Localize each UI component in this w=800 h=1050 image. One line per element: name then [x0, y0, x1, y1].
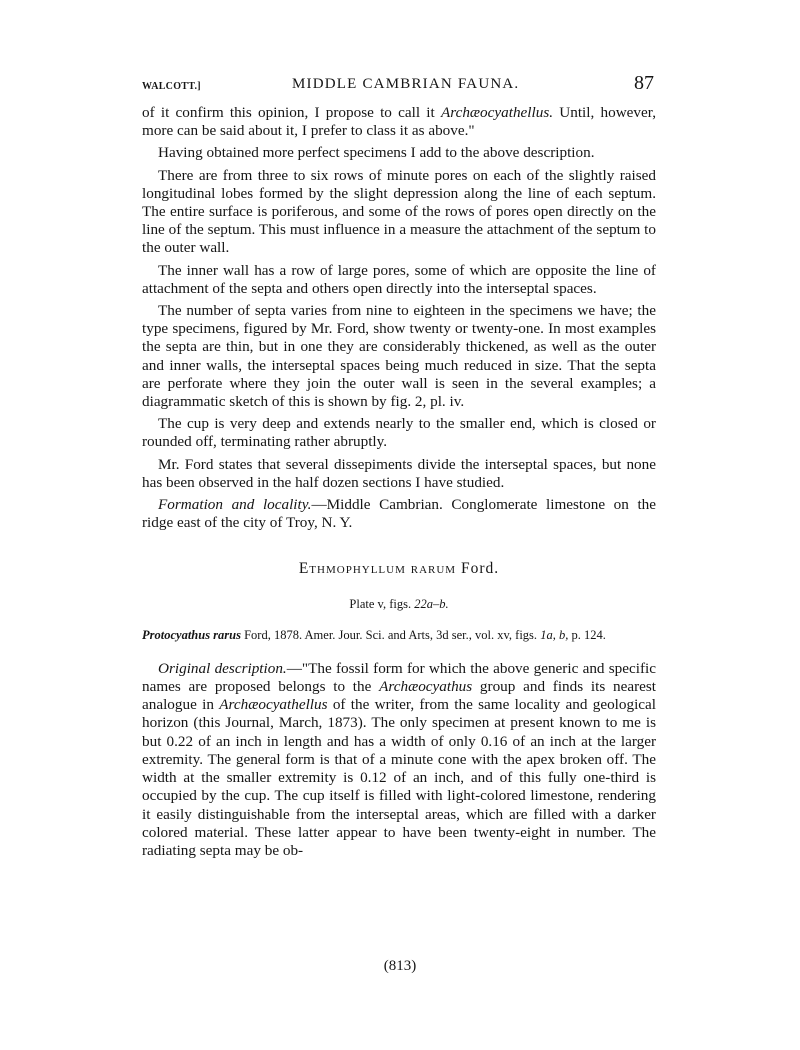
paragraph: The number of septa varies from nine to eighteen in the specimens we have; the type specimens, figured by Mr. Ford, show twenty or twenty-one. In most examples the septa are thin, but in one they are considerably thickened, as well as the outer and inner walls, the interseptal spaces being much reduced in size. That the septa are perforate where they join the outer wall is seen in the several examples; a diagrammatic sketch of this is shown by fig. 2, pl. iv. [142, 302, 656, 411]
section-label: Formation and locality. [158, 496, 312, 514]
section-label: Original description. [158, 659, 287, 677]
genus-label: Ethmophyllum [298, 560, 406, 578]
paragraph: The inner wall has a row of large pores, some of which are opposite the line of attachment of the septa and others open directly into the interseptal spaces. [142, 261, 656, 297]
author-tag: WALCOTT.] [142, 81, 201, 92]
paragraph-continued: of it confirm this opinion, I propose to call it Archæocyathellus. Until, however, more can be said about it, I prefer to class it as above." [142, 104, 656, 140]
plate-reference: Plate v, figs. 22a–b. [349, 596, 449, 611]
genus-name: Archæocyathellus. [440, 104, 554, 121]
original-description: Original description.—"The fossil form for which the above generic and specific names are proposed belongs to the Archæocyathus group and finds its nearest analogue in Archæocyathellus of the writer, from the same locality and geological horizon (this Journal, March, 1873). The only specimen at present known to me is but 0.22 of an inch in length and has a width of only 0.16 of an inch at the larger extremity. The general form is that of a minute cone with the apex broken off. The width at the smaller extremity is 0.12 of an inch, and of this fully one-third is occupied by the cup. The cup itself is filled with light-colored limestone, rendering it easily distinguishable from the interseptal areas, which are filled with a darker colored material. These latter appear to have been twenty-eight in number. The radiating septa may be ob- [142, 659, 657, 859]
species-label: rarum [410, 560, 457, 578]
species-heading [142, 560, 656, 578]
species-author: Ford. [460, 560, 500, 578]
genus-name: Archæocyathus [379, 678, 473, 696]
synonym-taxon: Protocyathus rarus [142, 627, 241, 642]
running-title: MIDDLE CAMBRIAN FAUNA. [292, 76, 520, 92]
paragraph: Having obtained more perfect specimens I add to the above description. [158, 144, 595, 162]
folio: (813) [383, 958, 417, 974]
genus-name: Archæocyathellus [219, 696, 328, 714]
synonymy: Protocyathus rarus Ford, 1878. Amer. Jour. Sci. and Arts, 3d ser., vol. xv, figs. 1a, b, p. 124. [142, 627, 606, 642]
body-text [142, 104, 656, 864]
paragraph: There are from three to six rows of minute pores on each of the slightly raised longitudinal lobes formed by the slight depression along the line of each septum. The entire surface is poriferous, and some of the rows of pores open directly on the line of the septum. This must influence in a measure the attachment of the septum to the outer wall. [142, 166, 656, 257]
paragraph: The cup is very deep and extends nearly to the smaller end, which is closed or rounded off, terminating rather abruptly. [142, 415, 656, 451]
formation-and-locality: Formation and locality.—Middle Cambrian. Conglomerate limestone on the ridge east of the city of Troy, N. Y. [142, 496, 656, 532]
running-head [142, 72, 654, 98]
page-number: 87 [634, 72, 654, 94]
paragraph: Mr. Ford states that several dissepiments divide the interseptal spaces, but none has been observed in the half dozen sections I have studied. [142, 455, 656, 491]
